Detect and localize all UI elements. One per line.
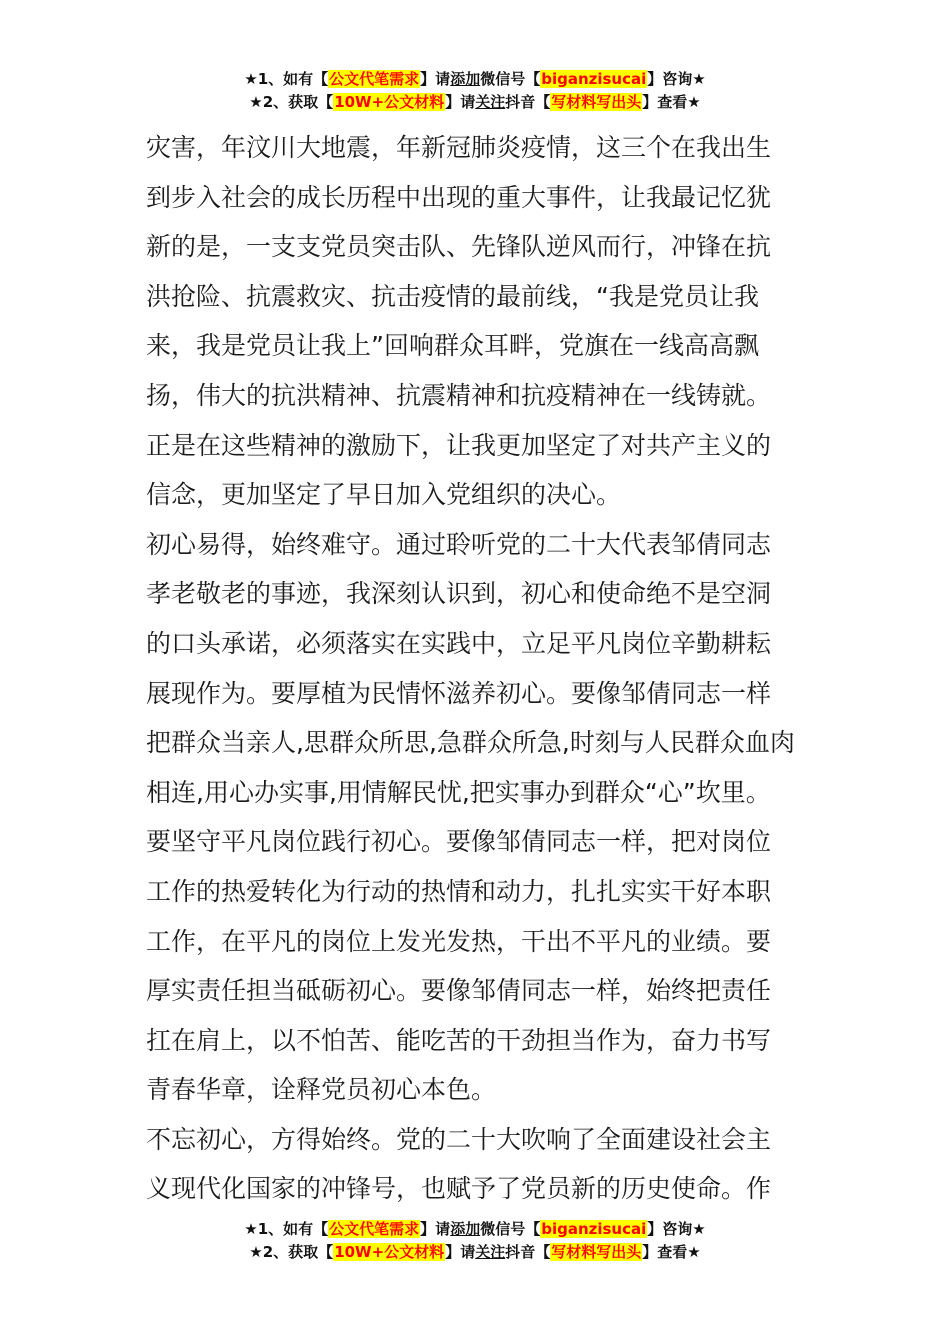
body-line: 初心易得，始终难守。通过聆听党的二十大代表邹倩同志 — [146, 529, 772, 559]
banner-text: 】请 — [420, 1220, 451, 1238]
banner-highlight: 10W+公文材料 — [334, 1243, 445, 1261]
banner-highlight: 10W+公文材料 — [334, 93, 445, 111]
body-line: 相连,用心办实事,用情解民忧,把实事办到群众“心”坎里。 — [146, 777, 771, 807]
body-line: 展现作为。要厚植为民情怀滋养初心。要像邹倩同志一样 — [146, 678, 772, 708]
banner-text: 】请 — [445, 1243, 476, 1261]
banner-line-1 — [0, 68, 950, 91]
body-line: 青春华章，诠释党员初心本色。 — [146, 1075, 497, 1105]
banner-line-2 — [0, 91, 950, 114]
banner-text: 】咨询★ — [647, 1220, 706, 1238]
body-line: 工作，在平凡的岗位上发光发热，干出不平凡的业绩。要 — [146, 926, 772, 956]
body-line: 不忘初心，方得始终。党的二十大吹响了全面建设社会主 — [146, 1124, 772, 1154]
body-line: 扛在肩上，以不怕苦、能吃苦的干劲担当作为，奋力书写 — [146, 1025, 772, 1055]
document-body — [146, 123, 808, 1214]
body-line: 扬，伟大的抗洪精神、抗震精神和抗疫精神在一线铸就。 — [146, 380, 772, 410]
body-line: 信念，更加坚定了早日加入党组织的决心。 — [146, 480, 622, 510]
body-line: 正是在这些精神的激励下，让我更加坚定了对共产主义的 — [146, 430, 772, 460]
body-line: 把群众当亲人,思群众所思,急群众所急,时刻与人民群众血肉 — [146, 728, 795, 758]
body-line: 的口头承诺，必须落实在实践中，立足平凡岗位辛勤耕耘 — [146, 628, 772, 658]
footer-banner — [0, 1218, 950, 1264]
body-line: 新的是，一支支党员突击队、先锋队逆风而行，冲锋在抗 — [146, 232, 772, 262]
body-line: 厚实责任担当砥砺初心。要像邹倩同志一样，始终把责任 — [146, 976, 772, 1006]
body-line: 要坚守平凡岗位践行初心。要像邹倩同志一样，把对岗位 — [146, 827, 772, 857]
body-line: 来，我是党员让我上”回响群众耳畔，党旗在一线高高飘 — [146, 331, 759, 361]
body-line: 工作的热爱转化为行动的热情和动力，扎扎实实干好本职 — [146, 876, 772, 906]
banner-text: 】咨询★ — [647, 70, 706, 88]
header-banner — [0, 68, 950, 114]
banner-text: ★1、如有【 — [244, 70, 329, 88]
banner-underlined: 添加 — [450, 1220, 481, 1238]
banner-text: ★2、获取【 — [249, 93, 334, 111]
banner-underlined: 关注 — [475, 93, 506, 111]
banner-line-1 — [0, 1218, 950, 1241]
banner-text: 抖音【 — [505, 1243, 551, 1261]
banner-line-2 — [0, 1241, 950, 1264]
banner-text: 微信号【 — [480, 70, 541, 88]
banner-text: 抖音【 — [505, 93, 551, 111]
body-line: 孝老敬老的事迹，我深刻认识到，初心和使命绝不是空洞 — [146, 579, 772, 609]
banner-text: 】请 — [420, 70, 451, 88]
banner-text: 】查看★ — [642, 93, 701, 111]
banner-highlight: biganzisucai — [541, 70, 647, 88]
body-line: 洪抢险、抗震救灾、抗击疫情的最前线，“我是党员让我 — [146, 281, 759, 311]
banner-highlight: 写材料写出头 — [551, 93, 642, 111]
body-line: 到步入社会的成长历程中出现的重大事件，让我最记忆犹 — [146, 182, 772, 212]
banner-underlined: 添加 — [450, 70, 481, 88]
banner-highlight: biganzisucai — [541, 1220, 647, 1238]
banner-text: 】查看★ — [642, 1243, 701, 1261]
banner-text: 】请 — [445, 93, 476, 111]
banner-text: ★2、获取【 — [249, 1243, 334, 1261]
body-line: 义现代化国家的冲锋号，也赋予了党员新的历史使命。作 — [146, 1174, 772, 1204]
banner-highlight: 公文代笔需求 — [329, 70, 420, 88]
banner-underlined: 关注 — [475, 1243, 506, 1261]
banner-highlight: 写材料写出头 — [551, 1243, 642, 1261]
banner-highlight: 公文代笔需求 — [329, 1220, 420, 1238]
banner-text: ★1、如有【 — [244, 1220, 329, 1238]
body-line: 灾害，年汶川大地震，年新冠肺炎疫情，这三个在我出生 — [146, 133, 772, 162]
banner-text: 微信号【 — [480, 1220, 541, 1238]
